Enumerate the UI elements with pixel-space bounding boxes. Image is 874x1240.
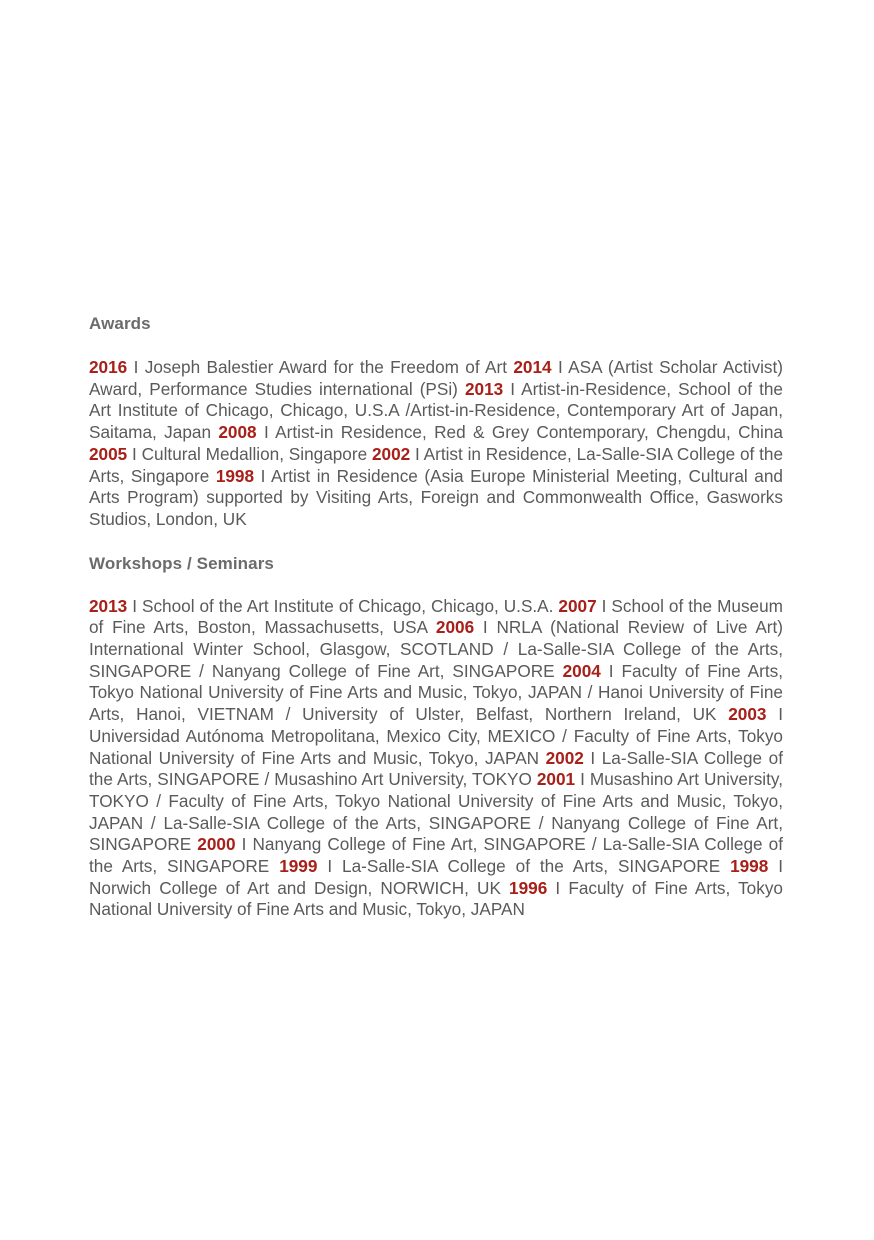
workshop-text: I NRLA (National Review of Live Art) International Winter School, Glasgow, SCOTLAND / La-Salle-SIA College of the Arts, SINGAPORE / Nanyang College of Fine Art, SINGAPORE (89, 617, 784, 681)
award-text: I Cultural Medallion, Singapore (127, 443, 372, 464)
award-year: 2005 (89, 443, 128, 464)
award-text: I Joseph Balestier Award for the Freedom of Art (127, 357, 514, 377)
workshop-text: I Faculty of Fine Arts, Tokyo National University of Fine Arts and Music, Tokyo, JAPAN / Hanoi University of Fine Arts, Hanoi, VIETNAM / University of Ulster, Belfast, Northern Ireland, UK (89, 660, 784, 725)
document-page (89, 312, 783, 921)
workshop-text: I School of the Art Institute of Chicago, Chicago, U.S.A. (127, 595, 559, 616)
award-entry (89, 444, 372, 464)
award-entry (218, 422, 783, 442)
workshop-text: I La-Salle-SIA College of the Arts, SINGAPORE (317, 856, 731, 877)
workshop-year: 1998 (730, 856, 769, 877)
workshop-text: I Universidad Autónoma Metropolitana, Mexico City, MEXICO / Faculty of Fine Arts, Tokyo National University of Fine Arts and Music, Tokyo, JAPAN (89, 704, 783, 768)
workshop-text: I Norwich College of Art and Design, NORWICH, UK (89, 856, 783, 898)
award-year: 2002 (371, 443, 411, 464)
workshop-year: 2006 (435, 617, 475, 638)
workshop-year: 1996 (509, 877, 548, 898)
award-year: 2016 (89, 357, 128, 377)
workshop-text: I Faculty of Fine Arts, Tokyo National University of Fine Arts and Music, Tokyo, JAPAN (89, 877, 783, 920)
award-year: 2013 (464, 378, 504, 399)
workshop-entry (89, 596, 558, 616)
award-text: I Artist in Residence, La-Salle-SIA College of the Arts, Singapore (89, 443, 784, 486)
workshops-body (89, 596, 783, 922)
award-year: 2008 (218, 422, 257, 443)
workshop-year: 2002 (545, 747, 584, 768)
workshop-text: I Musashino Art University, TOKYO / Faculty of Fine Arts, Tokyo National University of Fine Arts and Music, Tokyo, JAPAN / La-Salle-SIA College of the Arts, SINGAPORE / Nanyang College of Fine Art, SINGAPORE (89, 769, 783, 855)
workshop-entry (279, 856, 730, 876)
award-year: 1998 (215, 465, 255, 486)
workshop-year: 2007 (558, 595, 597, 616)
awards-body (89, 357, 783, 531)
workshop-text: I School of the Museum of Fine Arts, Boston, Massachusetts, USA (89, 595, 783, 638)
award-year: 2014 (513, 357, 552, 377)
workshop-year: 1999 (279, 856, 318, 877)
award-text: I Artist-in Residence, Red & Grey Contemporary, Chengdu, China (256, 422, 783, 443)
workshop-year: 2001 (536, 769, 576, 790)
workshop-text: I La-Salle-SIA College of the Arts, SINGAPORE / Musashino Art University, TOKYO (89, 747, 783, 790)
workshops-heading: Workshops / Seminars (89, 553, 274, 573)
workshop-year: 2004 (562, 660, 601, 681)
awards-heading: Awards (89, 314, 151, 333)
workshop-year: 2000 (197, 834, 236, 855)
award-text: I Artist in Residence (Asia Europe Ministerial Meeting, Cultural and Arts Program) supported by Visiting Arts, Foreign and Commonwealth Office, Gasworks Studios, London, UK (89, 465, 783, 529)
workshop-text: I Nanyang College of Fine Art, SINGAPORE / La-Salle-SIA College of the Arts, SINGAPORE (89, 834, 783, 877)
workshop-year: 2013 (89, 595, 128, 616)
workshop-year: 2003 (728, 704, 767, 725)
award-entry (89, 357, 513, 377)
award-text: I Artist-in-Residence, School of the Art Institute of Chicago, Chicago, U.S.A /Artist-in-Residence, Contemporary Art of Japan, Saitama, Japan (89, 378, 783, 443)
award-text: I ASA (Artist Scholar Activist) Award, Performance Studies international (PSi) (89, 357, 783, 399)
